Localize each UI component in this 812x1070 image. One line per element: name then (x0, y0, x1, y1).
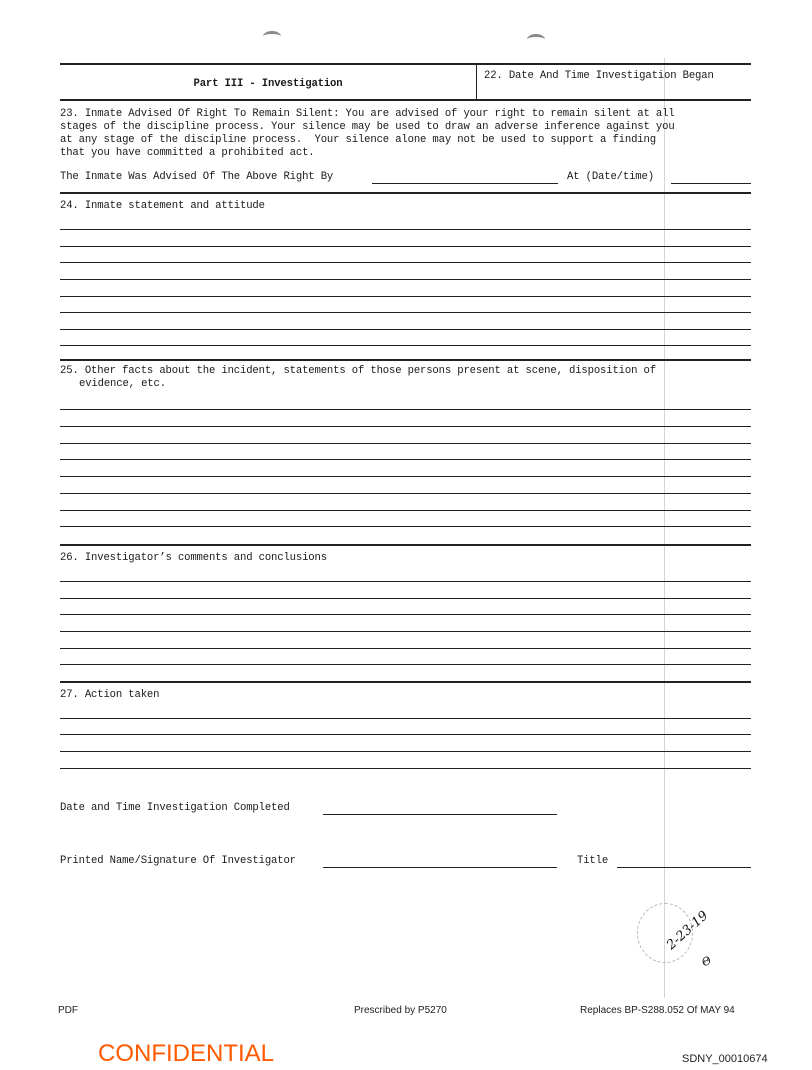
section-23-line-1: 23. Inmate Advised Of Right To Remain Silent: You are advised of your right to remain silent at all (60, 108, 675, 120)
section-25-line (60, 476, 751, 477)
title-label: Title (577, 855, 609, 867)
header-top-rule (60, 63, 751, 65)
section-24-line (60, 246, 751, 247)
signature-label: Printed Name/Signature Of Investigator (60, 855, 296, 867)
header-divider (476, 63, 477, 99)
section-25-writing-area[interactable] (60, 394, 751, 544)
section-24-line (60, 312, 751, 313)
section-25-line (60, 426, 751, 427)
at-datetime-label: At (Date/time) (567, 171, 654, 183)
section-26-line (60, 614, 751, 615)
section-25-label-line-2: evidence, etc. (79, 378, 166, 390)
section-25-line (60, 526, 751, 527)
section-27-label: 27. Action taken (60, 689, 160, 701)
header-bottom-rule (60, 99, 751, 101)
date-completed-label: Date and Time Investigation Completed (60, 802, 290, 814)
footer-replaces: Replaces BP-S288.052 Of MAY 94 (580, 1005, 735, 1016)
confidential-stamp: CONFIDENTIAL (98, 1040, 275, 1067)
section-26-line (60, 598, 751, 599)
section-23-line-3: at any stage of the discipline process. Your silence alone may not be used to support a finding (60, 134, 656, 146)
section-26-line (60, 648, 751, 649)
handwritten-date: 2-23-19 (663, 908, 712, 953)
section-27-line (60, 734, 751, 735)
section-26-label: 26. Investigator’s comments and conclusions (60, 552, 327, 564)
part-title: Part III - Investigation (193, 78, 343, 90)
section-27-line (60, 768, 751, 769)
section-25-label-line-1: 25. Other facts about the incident, statements of those persons present at scene, disposition of (60, 365, 656, 377)
section-24-bottom-rule (60, 359, 751, 361)
section-27-writing-area[interactable] (60, 703, 751, 769)
punch-hole-mark-left (263, 31, 281, 42)
section-24-label: 24. Inmate statement and attitude (60, 200, 265, 212)
section-23-line-2: stages of the discipline process. Your silence may be used to draw an adverse inference against you (60, 121, 675, 133)
field-22-input[interactable] (478, 84, 750, 98)
punch-hole-mark-right (527, 34, 545, 45)
section-23-line-4: that you have committed a prohibited act. (60, 147, 315, 159)
section-23-bottom-rule (60, 192, 751, 194)
advised-by-label: The Inmate Was Advised Of The Above Right By (60, 171, 334, 183)
section-24-line (60, 229, 751, 230)
section-24-line (60, 345, 751, 346)
bates-number: SDNY_00010674 (682, 1053, 768, 1065)
section-25-line (60, 409, 751, 410)
section-24-line (60, 262, 751, 263)
section-24-writing-area[interactable] (60, 214, 751, 358)
section-25-line (60, 493, 751, 494)
section-26-line (60, 581, 751, 582)
section-25-line (60, 443, 751, 444)
title-field[interactable] (617, 856, 751, 868)
advised-by-field[interactable] (372, 172, 558, 184)
section-27-line (60, 751, 751, 752)
signature-field[interactable] (323, 856, 557, 868)
section-26-bottom-rule (60, 681, 751, 683)
section-24-line (60, 329, 751, 330)
section-24-line (60, 296, 751, 297)
date-completed-field[interactable] (323, 803, 557, 815)
section-25-bottom-rule (60, 544, 751, 546)
section-25-line (60, 510, 751, 511)
section-27-line (60, 718, 751, 719)
at-datetime-field[interactable] (671, 172, 751, 184)
field-22-label: 22. Date And Time Investigation Began (484, 70, 714, 82)
section-24-line (60, 279, 751, 280)
section-25-line (60, 459, 751, 460)
section-26-line (60, 664, 751, 665)
footer-form-type: PDF (58, 1005, 78, 1016)
footer-prescribed-by: Prescribed by P5270 (354, 1005, 447, 1016)
handwritten-initial-mark: Θ (699, 953, 714, 970)
section-26-line (60, 631, 751, 632)
